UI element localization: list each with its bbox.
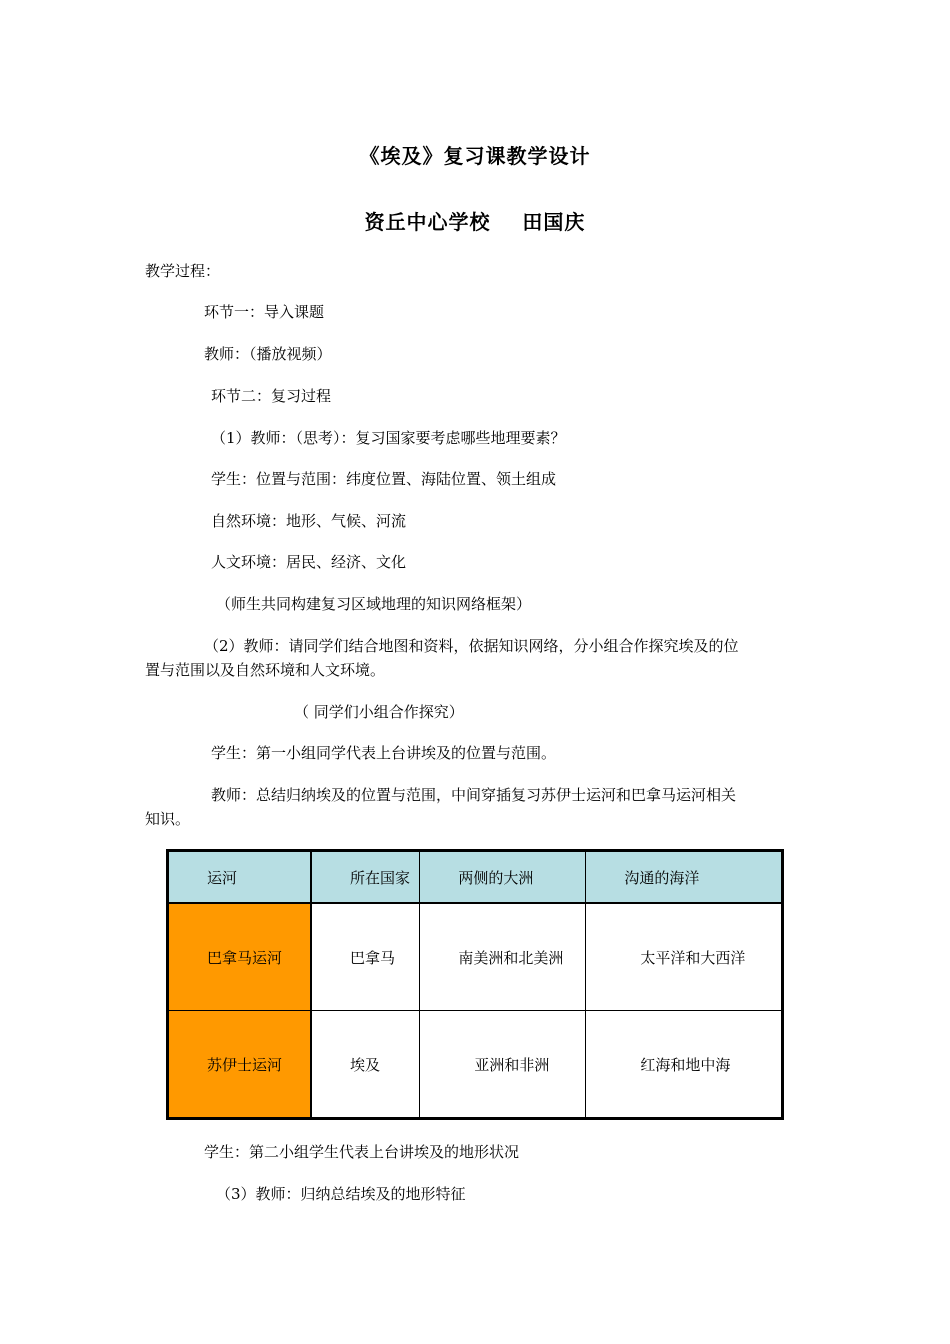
table-header-cell: 两侧的大洲: [420, 851, 586, 904]
author-line: 资丘中心学校 田国庆: [364, 210, 586, 234]
table-cell: 埃及: [311, 1011, 420, 1119]
question2-line-2: 置与范围以及自然环境和人文环境。: [145, 661, 386, 679]
question2-line-1: （2）教师：请同学们结合地图和资料，依据知识网络，分小组合作探究埃及的位: [204, 637, 739, 655]
table-header-cell: 所在国家: [311, 851, 420, 904]
teacher-summary-line-1: 教师：总结归纳埃及的位置与范围，中间穿插复习苏伊士运河和巴拿马运河相关: [211, 786, 737, 804]
table-header-row: [168, 851, 783, 904]
process-heading: 教学过程：: [145, 262, 221, 280]
step2-line: 环节二：复习过程: [211, 387, 332, 405]
table-header-cell: 运河: [168, 851, 312, 904]
document-title: 《埃及》复习课教学设计: [359, 144, 591, 168]
question3-line: （3）教师：归纳总结埃及的地形特征: [216, 1185, 466, 1203]
canal-table: [166, 849, 784, 1120]
student-location-line: 学生：位置与范围：纬度位置、海陆位置、领土组成: [211, 470, 557, 488]
table-cell: 南美洲和北美洲: [420, 903, 586, 1011]
table-cell: 太平洋和大西洋: [586, 903, 783, 1011]
canal-name-cell: 苏伊士运河: [168, 1011, 312, 1119]
table-row: [168, 1011, 783, 1119]
natural-env-line: 自然环境：地形、气候、河流: [211, 512, 407, 530]
table-header-cell: 沟通的海洋: [586, 851, 783, 904]
teacher-summary-line-2: 知识。: [145, 810, 191, 828]
student-group1-line: 学生：第一小组同学代表上台讲埃及的位置与范围。: [211, 744, 557, 762]
canal-name-cell: 巴拿马运河: [168, 903, 312, 1011]
human-env-line: 人文环境：居民、经济、文化: [211, 553, 407, 571]
student-group2-line: 学生：第二小组学生代表上台讲埃及的地形状况: [204, 1143, 520, 1161]
table-cell: 红海和地中海: [586, 1011, 783, 1119]
group-work-line: （ 同学们小组合作探究）: [294, 703, 464, 721]
table-cell: 亚洲和非洲: [420, 1011, 586, 1119]
teacher-video-line: 教师：（播放视频）: [204, 345, 332, 363]
framework-line: （师生共同构建复习区域地理的知识网络框架）: [216, 595, 532, 613]
table-cell: 巴拿马: [311, 903, 420, 1011]
step1-line: 环节一：导入课题: [204, 303, 325, 321]
table-row: [168, 903, 783, 1011]
question1-line: （1）教师：（思考）：复习国家要考虑哪些地理要素？: [211, 429, 566, 447]
